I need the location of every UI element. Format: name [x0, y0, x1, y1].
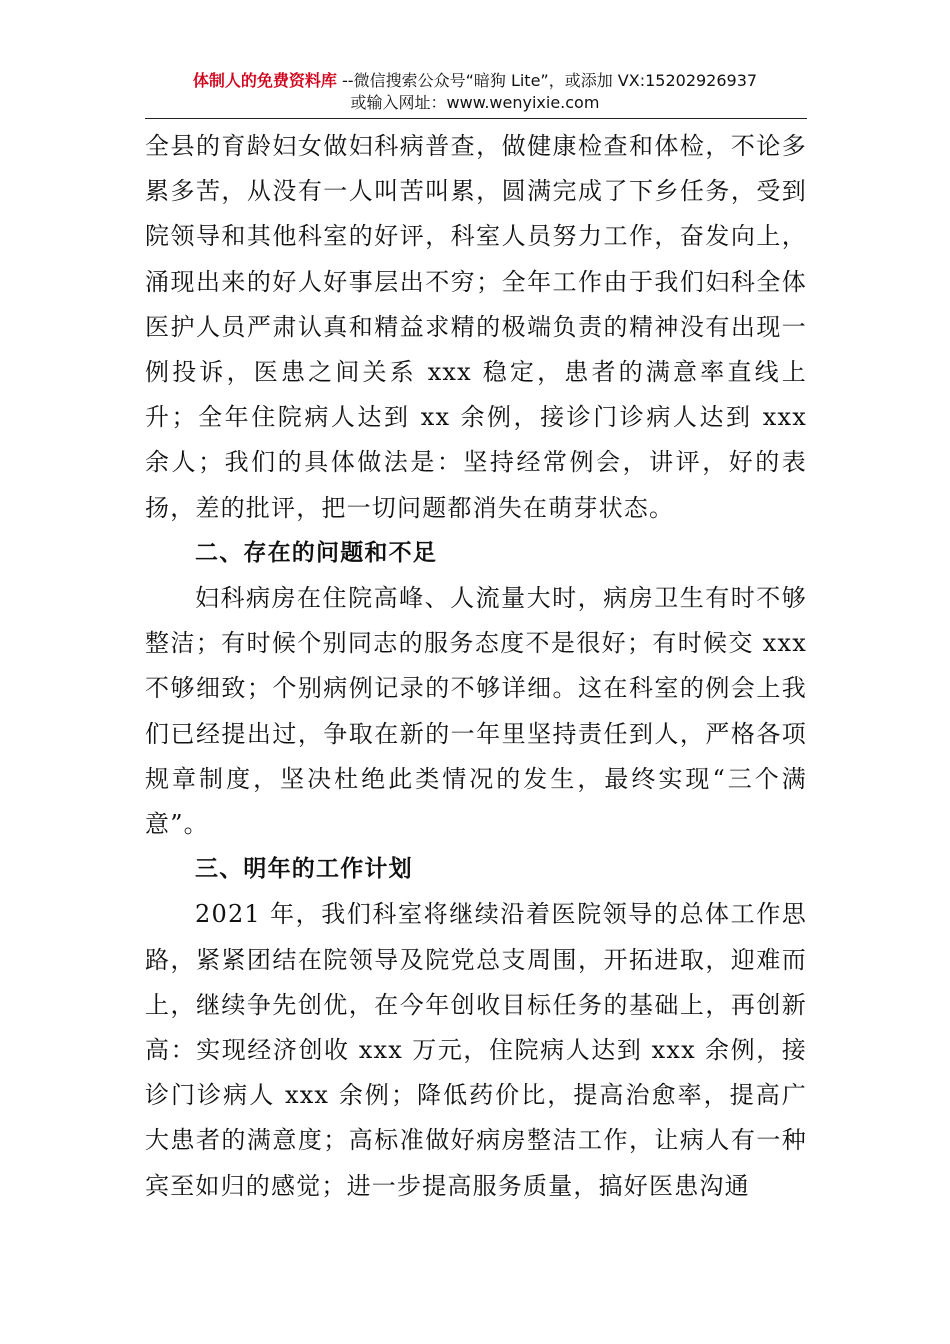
header-promo: --微信搜索公众号“暗狗 Lite”，或添加 VX:15202926937: [336, 71, 758, 90]
section-heading-plan: 三、明年的工作计划: [195, 856, 413, 883]
paragraph-plan: 2021 年，我们科室将继续沿着医院领导的总体工作思路，紧紧团结在院领导及院党总支周围，开拓进取，迎难而上，继续争先创优，在今年创收目标任务的基础上，再创新高：实现经济创收 xxx 万元，住院病人达到 xxx 余例，接诊门诊病人 xxx 余例；降低药价比，提高治愈率，提高广大患者的满意度；高标准做好病房整洁工作，让病人有一种宾至如归的感觉；进一步提高服务质量，搞好医患沟通: [145, 900, 807, 1200]
page-header: [0, 70, 950, 114]
header-brand: 体制人的免费资料库: [192, 71, 337, 90]
paragraph-problems: 妇科病房在住院高峰、人流量大时，病房卫生有时不够整洁；有时候个别同志的服务态度不是很好；有时候交 xxx 不够细致；个别病例记录的不够详细。这在科室的例会上我们已经提出过，争取在新的一年里坚持责任到人，严格各项规章制度，坚决杜绝此类情况的发生，最终实现“三个满意”。: [145, 584, 807, 839]
document-body: [145, 124, 807, 1209]
paragraph-work-summary: 全县的育龄妇女做妇科病普查，做健康检查和体检，不论多累多苦，从没有一人叫苦叫累，圆满完成了下乡任务，受到院领导和其他科室的好评，科室人员努力工作，奋发向上，涌现出来的好人好事层出不穷；全年工作由于我们妇科全体医护人员严肃认真和精益求精的极端负责的精神没有出现一例投诉，医患之间关系 xxx 稳定，患者的满意率直线上升；全年住院病人达到 xx 余例，接诊门诊病人达到 xxx 余人；我们的具体做法是：坚持经常例会，讲评，好的表扬，差的批评，把一切问题都消失在萌芽状态。: [145, 132, 807, 522]
header-line-1: [0, 70, 950, 92]
header-divider: [145, 118, 807, 119]
section-heading-problems: 二、存在的问题和不足: [195, 539, 437, 566]
header-url-line: 或输入网址：www.wenyixie.com: [350, 93, 600, 112]
